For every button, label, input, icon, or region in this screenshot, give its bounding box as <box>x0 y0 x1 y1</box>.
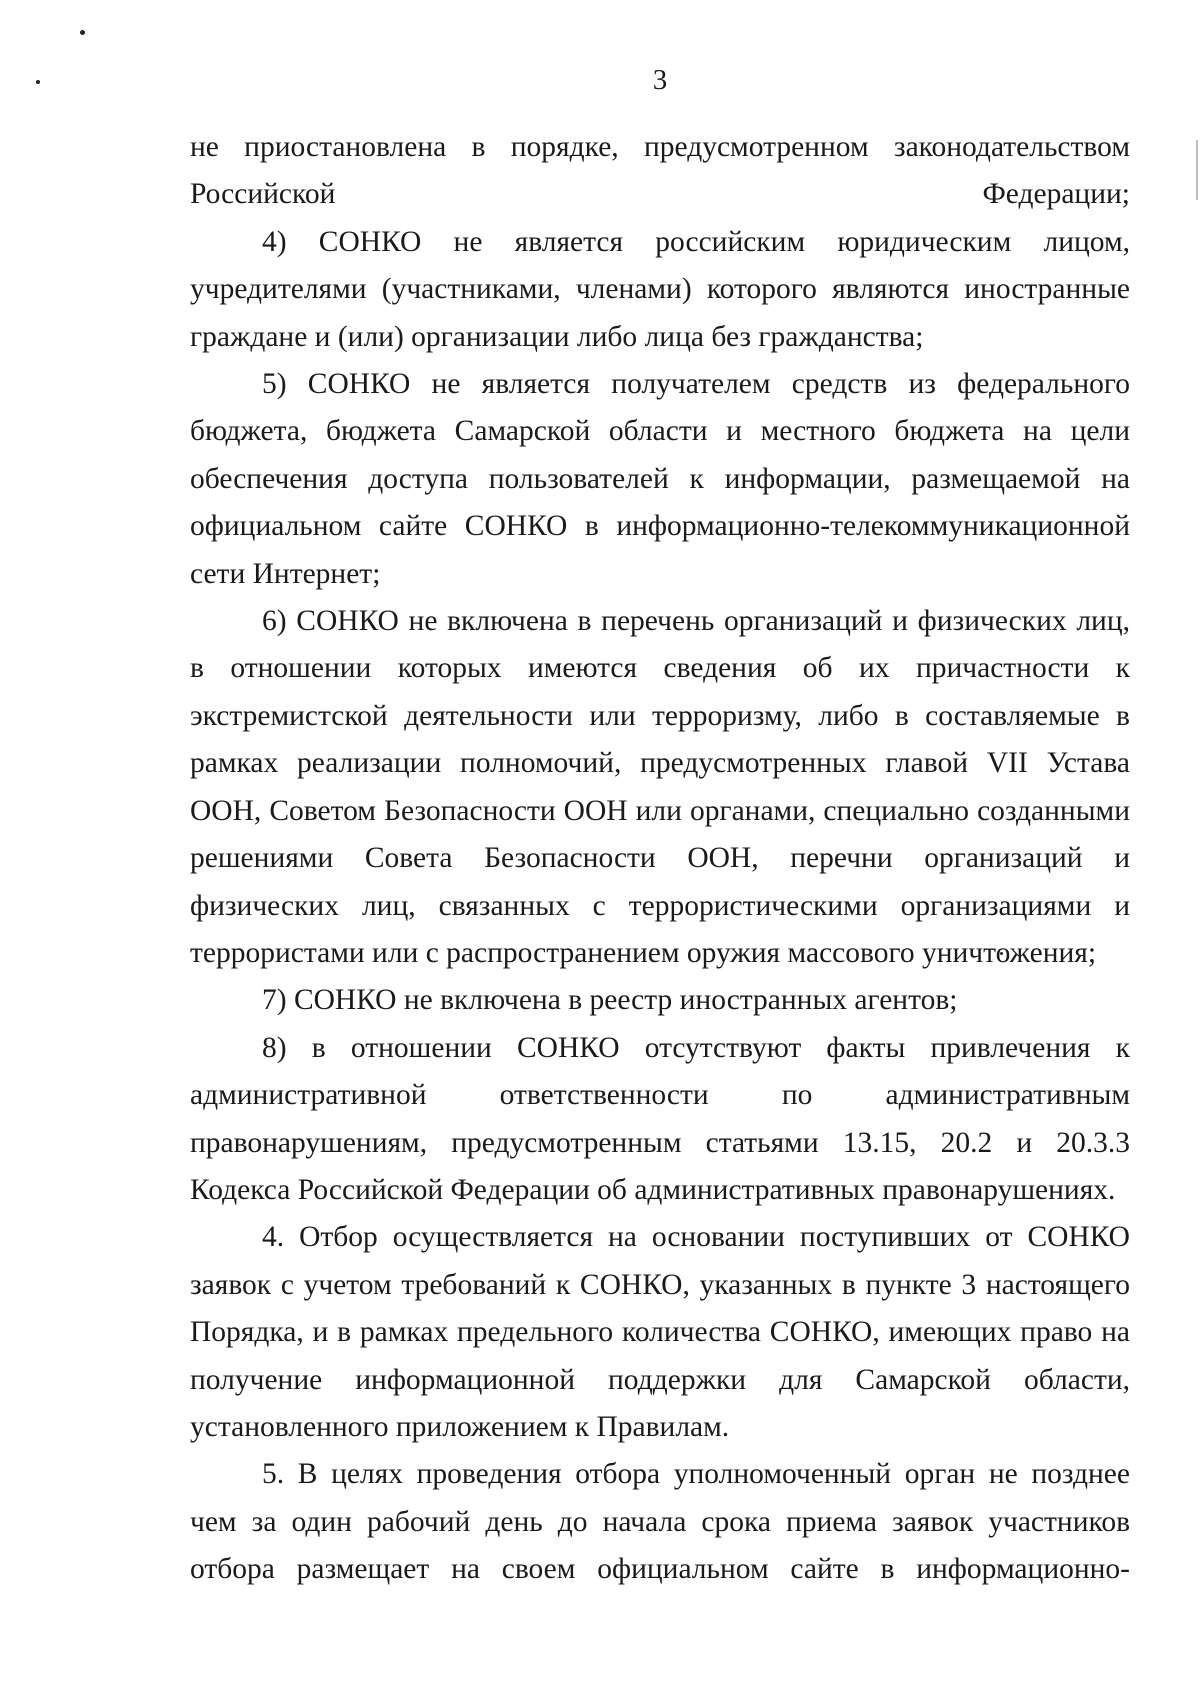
page-number: 3 <box>652 64 668 96</box>
paragraph-clause-5: 5. В целях проведения отбора уполномоченный орган не позднее чем за один рабочий день до начала срока приема заявок участников отбора размещает на своем официальном сайте в информационно- <box>190 1458 1130 1586</box>
paragraph-item-4: 4) СОНКО не является российским юридическим лицом, учредителями (участниками, членами) которого являются иностранные граждане и (или) организации либо лица без гражданства; <box>190 225 1130 353</box>
scan-edge-mark <box>1196 140 1198 200</box>
paragraph-item-6: 6) СОНКО не включена в перечень организаций и физических лиц, в отношении которых имеются сведения об их причастности к экстремистской деятельности или терроризму, либо в составляемые в рамках реализации полномочий, предусмотренных главой VII Устава ООН, Советом Безопасности ООН или органами, специально созданными решениями Совета Безопасности ООН, перечни организаций и физических лиц, связанных с террористическими организациями и террористами или с распространением оружия массового уничтожения; <box>190 605 1130 969</box>
paragraph-item-5: 5) СОНКО не является получателем средств из федерального бюджета, бюджета Самарской области и местного бюджета на цели обеспечения доступа пользователей к информации, размещаемой на официальном сайте СОНКО в информационно-телекоммуникационной сети Интернет; <box>190 368 1130 590</box>
paragraph-continuation: не приостановлена в порядке, предусмотренном законодательством Российской Федерации; <box>190 131 1130 211</box>
document-body <box>190 124 1130 1594</box>
paragraph-item-7: 7) СОНКО не включена в реестр иностранных агентов; <box>262 984 958 1017</box>
paragraph-item-8: 8) в отношении СОНКО отсутствуют факты привлечения к административной ответственности по административным правонарушениям, предусмотренным статьями 13.15, 20.2 и 20.3.3 Кодекса Российской Федерации об административных правонарушениях. <box>190 1031 1130 1206</box>
scan-speck <box>80 30 85 35</box>
paragraph-clause-4: 4. Отбор осуществляется на основании поступивших от СОНКО заявок с учетом требований к СОНКО, указанных в пункте 3 настоящего Порядка, и в рамках предельного количества СОНКО, имеющих право на получение информационной поддержки для Самарской области, установленного приложением к Правилам. <box>190 1221 1130 1443</box>
